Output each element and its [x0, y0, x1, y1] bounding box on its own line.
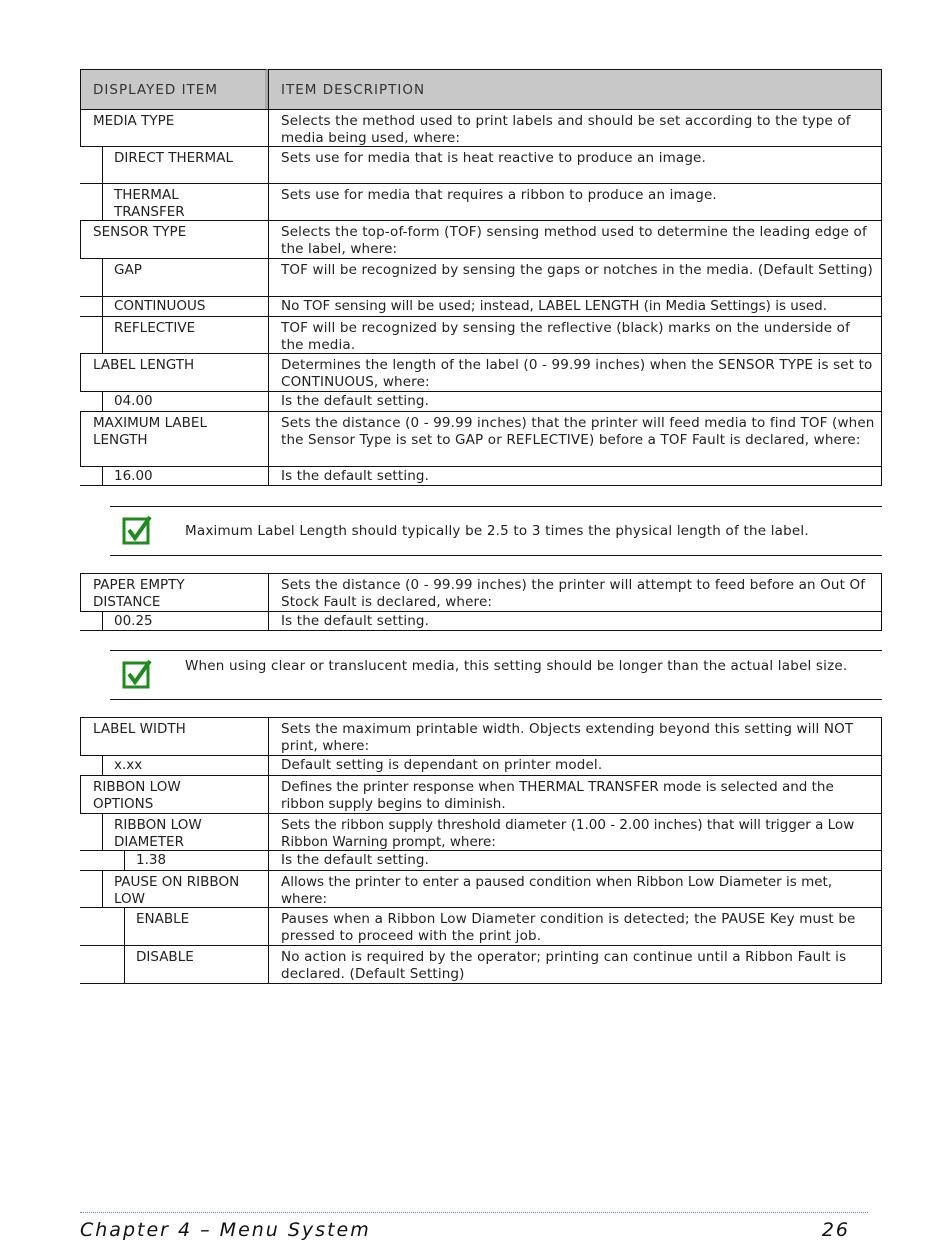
table-row: [80, 411, 882, 466]
row-item: DIRECT THERMAL: [80, 146, 268, 183]
settings-table-media: [80, 69, 882, 486]
row-description: Is the default setting.: [268, 850, 882, 870]
row-description: Sets the distance (0 - 99.99 inches) that the printer will feed media to find TOF (when the Sensor Type is set to GAP or REFLECTIVE) before a TOF Fault is declared, where:: [268, 411, 882, 466]
row-item: MEDIA TYPE: [80, 109, 268, 146]
row-description: Selects the top-of-form (TOF) sensing method used to determine the leading edge of the label, where:: [268, 220, 882, 258]
row-description: TOF will be recognized by sensing the gaps or notches in the media. (Default Setting): [268, 258, 882, 296]
table-row: [80, 220, 882, 258]
table-row: [80, 850, 882, 870]
footer-page-number: 26: [821, 1219, 850, 1241]
settings-table-width-ribbon: [80, 717, 882, 984]
table-row: [80, 109, 882, 146]
row-item: ENABLE: [80, 907, 268, 945]
row-item: DISABLE: [80, 945, 268, 983]
row-item: SENSOR TYPE: [80, 220, 268, 258]
footer-chapter-title: Chapter 4 – Menu System: [80, 1219, 371, 1241]
row-description: Selects the method used to print labels and should be set according to the type of media being used, where:: [268, 109, 882, 146]
footer-divider: [80, 1212, 868, 1213]
row-item: MAXIMUM LABEL LENGTH: [80, 411, 268, 466]
row-description: Default setting is dependant on printer model.: [268, 755, 882, 775]
row-item: GAP: [80, 258, 268, 296]
row-item: PAPER EMPTY DISTANCE: [80, 573, 268, 611]
row-item: x.xx: [80, 755, 268, 775]
table-row: [80, 258, 882, 296]
table-row: [80, 316, 882, 353]
settings-table-paper-empty: [80, 573, 882, 631]
row-item: LABEL WIDTH: [80, 717, 268, 755]
table-row: [80, 573, 882, 611]
header-displayed-item: DISPLAYED ITEM: [80, 69, 268, 109]
checkmark-icon: [122, 515, 152, 545]
table-row: [80, 755, 882, 775]
row-item: REFLECTIVE: [80, 316, 268, 353]
row-item: 04.00: [80, 391, 268, 411]
table-header-row: [80, 69, 882, 109]
note-text: When using clear or translucent media, this setting should be longer than the actual label size.: [185, 658, 848, 674]
row-item: RIBBON LOW DIAMETER: [80, 813, 268, 850]
row-item: THERMAL TRANSFER: [80, 183, 268, 220]
table-row: [80, 611, 882, 631]
table-row: [80, 813, 882, 850]
row-description: Is the default setting.: [268, 611, 882, 630]
row-description: No TOF sensing will be used; instead, LABEL LENGTH (in Media Settings) is used.: [268, 296, 882, 316]
row-description: Is the default setting.: [268, 466, 882, 485]
row-item: CONTINUOUS: [80, 296, 268, 316]
header-item-description: ITEM DESCRIPTION: [268, 69, 882, 109]
row-description: Determines the length of the label (0 - 99.99 inches) when the SENSOR TYPE is set to CONTINUOUS, where:: [268, 353, 882, 391]
row-item: 1.38: [80, 850, 268, 870]
table-row: [80, 146, 882, 183]
row-description: Is the default setting.: [268, 391, 882, 411]
note-max-label-length: [110, 506, 882, 556]
row-description: Sets use for media that requires a ribbon to produce an image.: [268, 183, 882, 220]
table-row: [80, 353, 882, 391]
row-description: TOF will be recognized by sensing the reflective (black) marks on the underside of the media.: [268, 316, 882, 353]
table-row: [80, 945, 882, 984]
table-row: [80, 870, 882, 907]
table-row: [80, 717, 882, 755]
row-description: Pauses when a Ribbon Low Diameter condition is detected; the PAUSE Key must be pressed to proceed with the print job.: [268, 907, 882, 945]
row-item: RIBBON LOW OPTIONS: [80, 775, 268, 813]
note-translucent-media: [110, 650, 882, 700]
table-row: [80, 466, 882, 486]
row-description: Sets the ribbon supply threshold diameter (1.00 - 2.00 inches) that will trigger a Low Ribbon Warning prompt, where:: [268, 813, 882, 850]
row-description: Defines the printer response when THERMAL TRANSFER mode is selected and the ribbon supply begins to diminish.: [268, 775, 882, 813]
note-text: Maximum Label Length should typically be 2.5 to 3 times the physical length of the label.: [185, 523, 809, 539]
table-row: [80, 775, 882, 813]
row-description: Sets the maximum printable width. Objects extending beyond this setting will NOT print, where:: [268, 717, 882, 755]
row-description: No action is required by the operator; printing can continue until a Ribbon Fault is declared. (Default Setting): [268, 945, 882, 983]
checkmark-icon: [122, 659, 152, 689]
table-row: [80, 296, 882, 316]
table-row: [80, 183, 882, 220]
row-description: Allows the printer to enter a paused condition when Ribbon Low Diameter is met, where:: [268, 870, 882, 907]
table-row: [80, 907, 882, 945]
row-item: 00.25: [80, 611, 268, 630]
row-item: 16.00: [80, 466, 268, 485]
table-row: [80, 391, 882, 411]
row-description: Sets the distance (0 - 99.99 inches) the printer will attempt to feed before an Out Of Stock Fault is declared, where:: [268, 573, 882, 611]
row-item: LABEL LENGTH: [80, 353, 268, 391]
row-item: PAUSE ON RIBBON LOW: [80, 870, 268, 907]
row-description: Sets use for media that is heat reactive to produce an image.: [268, 146, 882, 183]
